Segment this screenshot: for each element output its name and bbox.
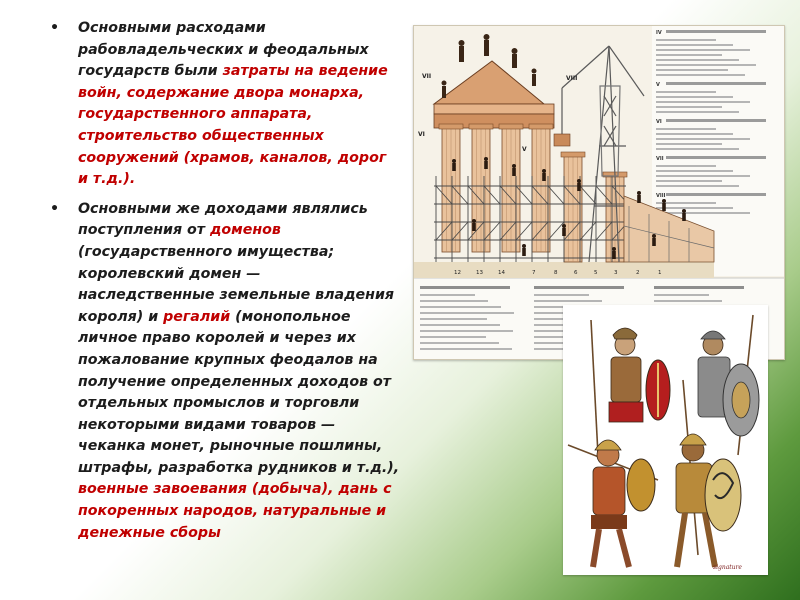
main-text (48, 18, 400, 552)
warriors-drawing (563, 305, 768, 575)
paragraph-2-segment-3: (государственного имущества; королевский домен — наследственные земельные владения короля) и (78, 243, 395, 325)
svg-text:signature: signature (713, 564, 742, 571)
legend-head-3: VI (656, 119, 662, 125)
svg-text:VI: VI (418, 131, 425, 138)
ancient-warriors-illustration (563, 305, 768, 575)
scale-label-10: 1 (658, 270, 662, 276)
paragraph-1-segment-1: Основными расходами рабовладельческих и феодальных государств были (78, 20, 369, 80)
scale-label-2: 13 (476, 270, 483, 276)
bullet-list (48, 18, 400, 544)
legend-head-2: V (656, 82, 660, 88)
svg-text:V: V (522, 146, 527, 153)
paragraph-2-segment-4: регалий (163, 308, 231, 325)
bullet-paragraph-1 (48, 18, 400, 191)
scale-label-6: 6 (574, 270, 578, 276)
legend-head-1: IV (656, 30, 662, 36)
scale-label-7: 5 (594, 270, 598, 276)
paragraph-2-segment-6: военные завоевания (добыча), дань с покоренных народов, натуральные и денежные сборы (78, 481, 392, 541)
svg-text:VIII: VIII (566, 75, 578, 82)
scale-label-9: 2 (636, 270, 640, 276)
bullet-paragraph-2 (48, 199, 400, 545)
scale-label-4: 7 (532, 270, 536, 276)
scale-label-1: 12 (454, 270, 461, 276)
scale-label-5: 8 (554, 270, 558, 276)
svg-text:VII: VII (422, 73, 432, 80)
paragraph-2-segment-2: доменов (209, 222, 281, 239)
legend-head-5: VIII (656, 193, 666, 199)
paragraph-1-segment-2: затраты на ведение войн, содержание двора монарха, государственного аппарата, строительство общественных сооружений (храмов, каналов, дорог и т.д.). (78, 63, 388, 188)
paragraph-2-segment-1: Основными же доходами являлись поступления от (78, 200, 368, 239)
legend-head-4: VII (656, 156, 664, 162)
scale-label-8: 3 (614, 270, 618, 276)
paragraph-2-segment-5: (монопольное личное право королей и через их пожалование крупных феодалов на получение определенных доходов от отдельных промыслов и торговли некоторыми видами товаров — чеканка монет, рыночные пошлины, штрафы, разработка рудников и т.д.), (78, 308, 400, 476)
scale-label-3: 14 (498, 270, 505, 276)
